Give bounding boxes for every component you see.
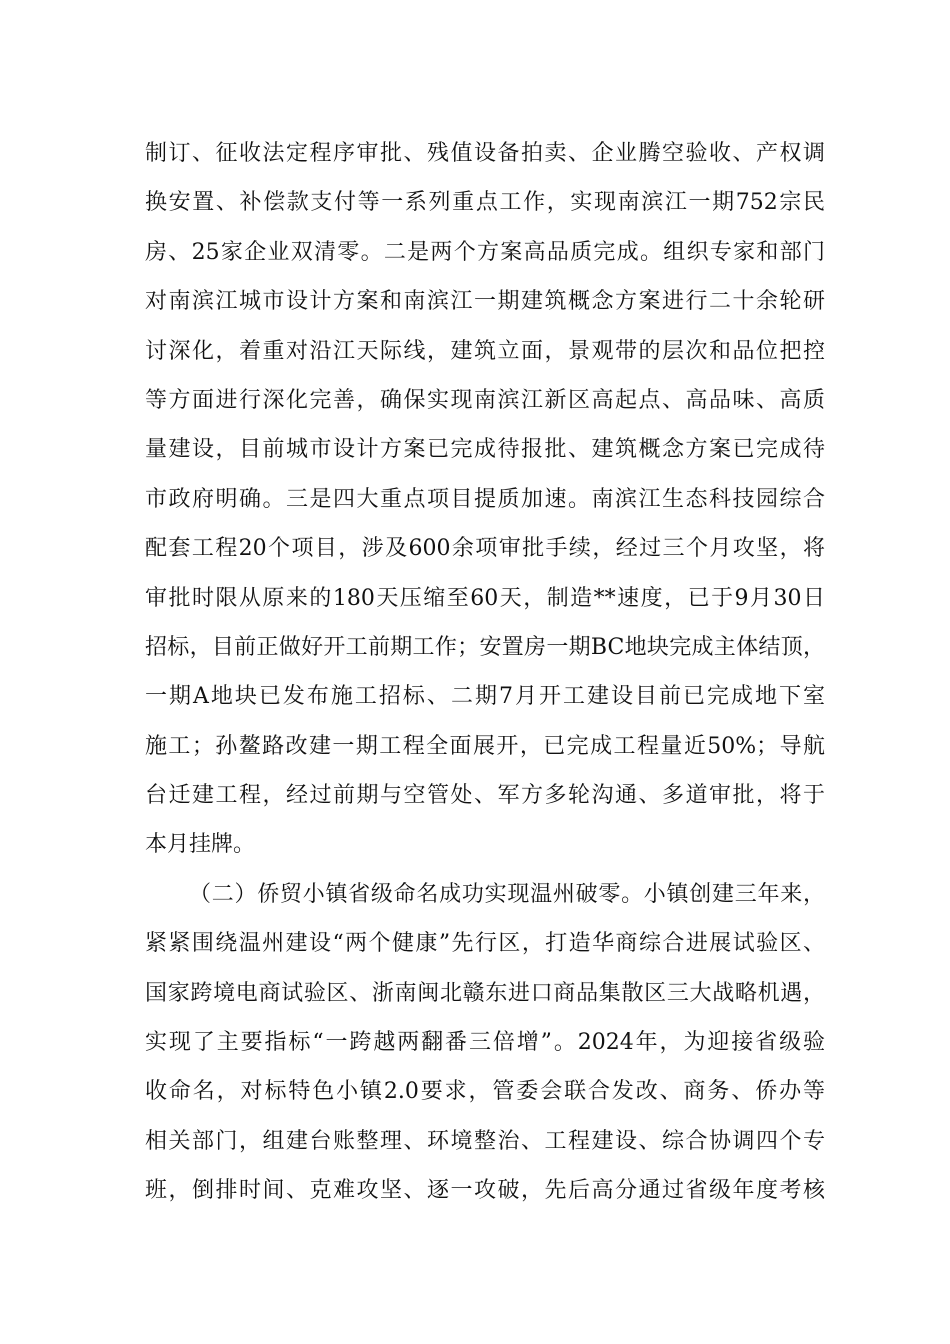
text-line: 一期A地块已发布施工招标、二期7月开工建设目前已完成地下室 [145,684,825,710]
text-line: 审批时限从原来的180天压缩至60天，制造**速度，已于9月30日 [145,585,825,611]
text-line: 配套工程20个项目，涉及600余项审批手续，经过三个月攻坚，将 [145,536,825,562]
text-line: 讨深化，着重对沿江天际线，建筑立面，景观带的层次和品位把控 [145,338,825,364]
text-line-paragraph-start: （二）侨贸小镇省级命名成功实现温州破零。小镇创建三年来， [189,881,825,907]
text-line: 施工；孙鳌路改建一期工程全面展开，已完成工程量近50%；导航 [145,733,825,759]
text-line: 市政府明确。三是四大重点项目提质加速。南滨江生态科技园综合 [145,486,825,512]
text-line-paragraph-end: 本月挂牌。 [145,832,256,858]
text-line: 招标，目前正做好开工前期工作；安置房一期BC地块完成主体结顶， [145,634,825,660]
text-line: 量建设，目前城市设计方案已完成待报批、建筑概念方案已完成待 [145,437,825,463]
text-line: 国家跨境电商试验区、浙南闽北赣东进口商品集散区三大战略机遇， [145,980,825,1006]
text-line: 相关部门，组建台账整理、环境整治、工程建设、综合协调四个专 [145,1128,825,1154]
text-line: 实现了主要指标“一跨越两翻番三倍增”。2024年，为迎接省级验 [145,1030,825,1056]
text-line: 台迁建工程，经过前期与空管处、军方多轮沟通、多道审批，将于 [145,783,825,809]
text-line: 制订、征收法定程序审批、残值设备拍卖、企业腾空验收、产权调 [145,141,825,166]
text-line: 收命名，对标特色小镇2.0要求，管委会联合发改、商务、侨办等 [145,1079,825,1105]
text-line: 等方面进行深化完善，确保实现南滨江新区高起点、高品味、高质 [145,387,825,413]
text-line: 换安置、补偿款支付等一系列重点工作，实现南滨江一期752宗民 [145,190,825,216]
text-line: 对南滨江城市设计方案和南滨江一期建筑概念方案进行二十余轮研 [145,289,825,315]
text-line: 班，倒排时间、克难攻坚、逐一攻破，先后高分通过省级年度考核 [145,1178,825,1204]
text-line: 房、25家企业双清零。二是两个方案高品质完成。组织专家和部门 [145,239,825,265]
body-text [145,129,825,1216]
text-line: 紧紧围绕温州建设“两个健康”先行区，打造华商综合进展试验区、 [145,931,825,957]
